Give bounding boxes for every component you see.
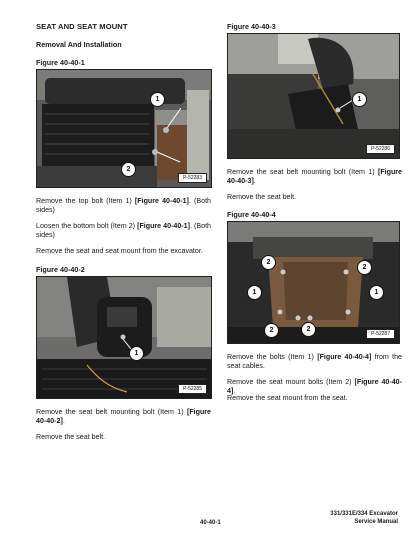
figure-ref: [Figure 40-40-1] — [134, 197, 189, 205]
figure-3-title: Figure 40-40-3 — [227, 22, 276, 31]
instruction-paragraph: Remove the seat belt. — [36, 433, 106, 441]
figure-ref: [Figure 40-40-4] — [227, 378, 402, 396]
instruction-paragraph: Remove the seat belt. — [227, 193, 297, 201]
callout-1: 1 — [352, 92, 367, 107]
figure-1-title: Figure 40-40-1 — [36, 58, 85, 67]
figure-3-photo — [227, 33, 400, 159]
instruction-paragraph: Remove the seat and seat mount from the excavator. — [36, 247, 203, 255]
instruction-paragraph: Loosen the bottom bolt (Item 2) [Figure 40-40-1]. (Both sides) — [36, 222, 211, 240]
callout-2: 2 — [264, 323, 279, 338]
figure-ref: [Figure 40-40-4] — [317, 353, 372, 361]
seat-belt-mount-photo — [228, 34, 399, 158]
photo-code: P-52287 — [366, 329, 395, 339]
callout-1: 1 — [129, 346, 144, 361]
figure-4-photo — [227, 221, 400, 344]
photo-code: P-52283 — [178, 173, 207, 183]
callout-1: 1 — [247, 285, 262, 300]
instruction-paragraph: Remove the seat belt mounting bolt (Item 1) [Figure 40-40-3]. — [227, 168, 402, 186]
seat-belt-photo — [37, 277, 211, 398]
photo-code: P-52285 — [178, 384, 207, 394]
instruction-paragraph: Remove the seat mount bolts (Item 2) [Figure 40-40-4]. — [227, 378, 402, 396]
callout-2: 2 — [301, 322, 316, 337]
figure-ref: [Figure 40-40-1] — [137, 222, 190, 230]
callout-1: 1 — [369, 285, 384, 300]
figure-4-title: Figure 40-40-4 — [227, 210, 276, 219]
instruction-paragraph: Remove the bolts (Item 1) [Figure 40-40-4] from the seat cables. — [227, 353, 402, 371]
subsection-title: Removal And Installation — [36, 40, 122, 49]
page-number: 40-40-1 — [200, 520, 221, 526]
callout-2: 2 — [357, 260, 372, 275]
figure-2-title: Figure 40-40-2 — [36, 265, 85, 274]
callout-2: 2 — [121, 162, 136, 177]
figure-ref: [Figure 40-40-2] — [36, 408, 211, 426]
callout-2: 2 — [261, 255, 276, 270]
figure-2-photo — [36, 276, 212, 399]
section-title: SEAT AND SEAT MOUNT — [36, 22, 128, 31]
footer-model: 331/331E/334 Excavator — [330, 511, 398, 517]
instruction-paragraph: Remove the seat belt mounting bolt (Item 1) [Figure 40-40-2]. — [36, 408, 211, 426]
figure-ref: [Figure 40-40-3] — [227, 168, 402, 186]
callout-1: 1 — [150, 92, 165, 107]
instruction-paragraph: Remove the top bolt (Item 1) [Figure 40-40-1]. (Both sides) — [36, 197, 211, 215]
footer-manual: Service Manual — [354, 519, 398, 525]
figure-1-photo — [36, 69, 212, 188]
photo-code: P-52286 — [366, 144, 395, 154]
instruction-paragraph: Remove the seat mount from the seat. — [227, 394, 348, 402]
